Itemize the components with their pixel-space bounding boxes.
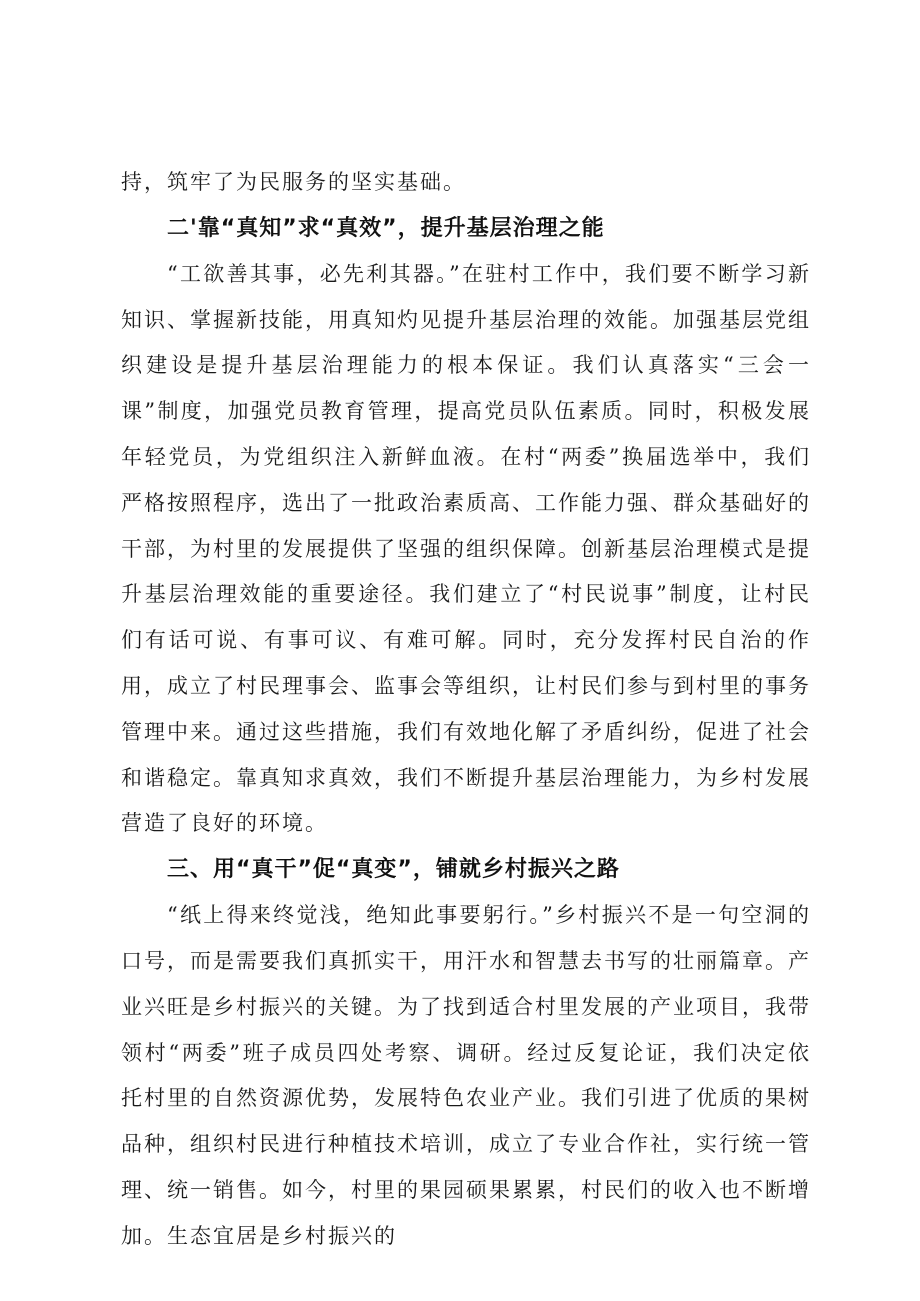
paragraph-section-2: “工欲善其事，必先利其器。”在驻村工作中，我们要不断学习新知识、掌握新技能，用真知灼见提升基层治理的效能。加强基层党组织建设是提升基层治理能力的根本保证。我们认真落实“三会一课”制度，加强党员教育管理，提高党员队伍素质。同时，积极发展年轻党员，为党组织注入新鲜血液。在村“两委”换届选举中，我们严格按照程序，选出了一批政治素质高、工作能力强、群众基础好的干部，为村里的发展提供了坚强的组织保障。创新基层治理模式是提升基层治理效能的重要途径。我们建立了“村民说事”制度，让村民们有话可说、有事可议、有难可解。同时，充分发挥村民自治的作用，成立了村民理事会、监事会等组织，让村民们参与到村里的事务管理中来。通过这些措施，我们有效地化解了矛盾纠纷，促进了社会和谐稳定。靠真知求真效，我们不断提升基层治理能力，为乡村发展营造了良好的环境。 [121,261,811,836]
document-body [121,160,811,1260]
paragraph-section-3: “纸上得来终觉浅，绝知此事要躬行。”乡村振兴不是一句空洞的口号，而是需要我们真抓实干，用汗水和智慧去书写的壮丽篇章。产业兴旺是乡村振兴的关键。为了找到适合村里发展的产业项目，我带领村“两委”班子成员四处考察、调研。经过反复论证，我们决定依托村里的自然资源优势，发展特色农业产业。我们引进了优质的果树品种，组织村民进行种植技术培训，成立了专业合作社，实行统一管理、统一销售。如今，村里的果园硕果累累，村民们的收入也不断增加。生态宜居是乡村振兴的 [121,903,811,1248]
section-heading-3: 三、用“真干”促“真变”，铺就乡村振兴之路 [167,857,620,883]
section-heading-2: 二'靠“真知”求“真效”，提升基层治理之能 [167,215,605,241]
paragraph-continuation: 持，筑牢了为民服务的坚实基础。 [121,170,466,194]
